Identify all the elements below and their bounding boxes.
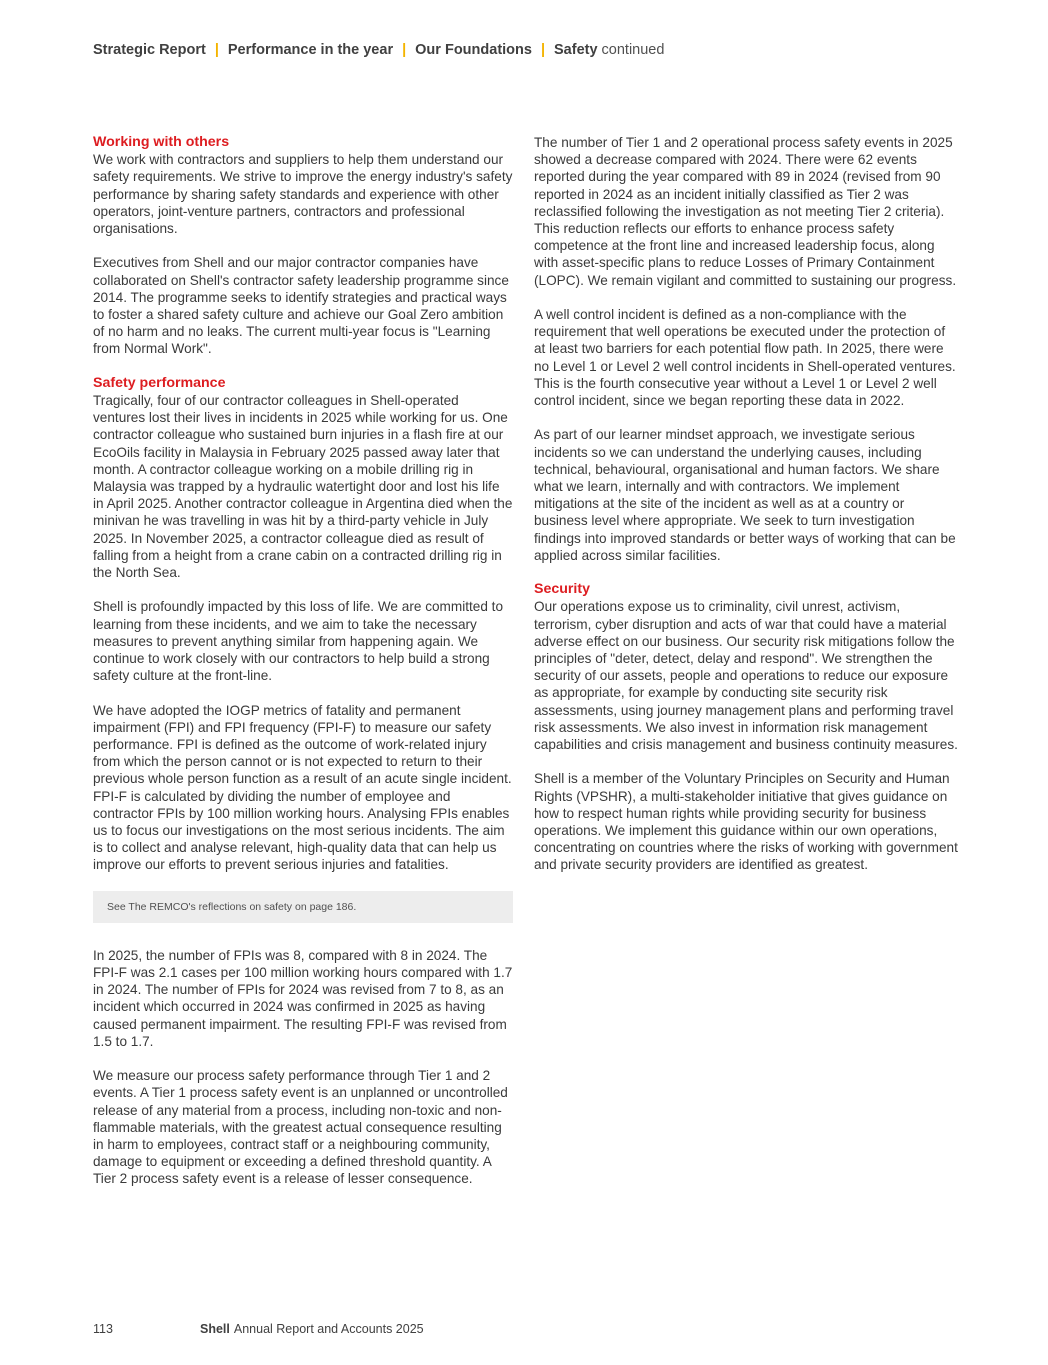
breadcrumb: [93, 42, 664, 58]
breadcrumb-continued: continued: [601, 42, 665, 58]
footer-brand: Shell: [200, 1322, 230, 1336]
working-with-others-paragraph-2: Executives from Shell and our major contractor companies have collaborated on Shell's contractor safety leadership programme since 2014. The programme seeks to identify strategies and practical ways to foster a shared safety culture and achieve our Goal Zero ambition of no harm and no leaks. The current multi-year focus is "Learning from Normal Work".: [93, 255, 509, 357]
working-with-others-heading: Working with others: [93, 134, 230, 150]
safety-performance-heading: Safety performance: [93, 374, 226, 391]
tier-events-paragraph-1: The number of Tier 1 and 2 operational process safety events in 2025 showed a decrease compared with 2024. There were 62 events reported during the year compared with 89 in 2024 (revised from 90 reported in 2024 as an incident initially classified as Tier 2 was reclassified following the investigation as not meeting Tier 2 criteria). This reduction reflects our efforts to enhance process safety competence at the front line and increased leadership focus, along with asset-specific plans to reduce Losses of Primary Containment (LOPC). We remain vigilant and committed to sustaining our progress.: [534, 135, 957, 288]
page-footer: [93, 1322, 424, 1336]
breadcrumb-separator: |: [402, 42, 407, 58]
breadcrumb-strategic-report[interactable]: Strategic Report: [93, 42, 206, 58]
safety-performance-paragraph-2: Shell is profoundly impacted by this loss of life. We are committed to learning from these incidents, and we aim to take the necessary measures to prevent anything similar from happening again. We continue to work closely with our contractors to help build a strong safety culture at the front-line.: [93, 599, 504, 684]
footer-report-title: Annual Report and Accounts 2025: [233, 1322, 424, 1336]
working-with-others-paragraph-1: We work with contractors and suppliers to help them understand our safety requirements. We strive to improve the energy industry's safety performance by sharing safety standards and experience with other operators, joint-venture partners, contractors and professional organisations.: [93, 152, 513, 237]
right-column: [534, 134, 958, 891]
safety-performance-paragraph-3: We have adopted the IOGP metrics of fatality and permanent impairment (FPI) and FPI frequency (FPI-F) to measure our safety performance. FPI is defined as the outcome of work-related injury from which the person cannot or is not expected to return to their previous whole person function as a result of an acute single incident. FPI-F is calculated by dividing the number of employee and contractor FPIs by 100 million working hours. Analysing FPIs enables us to focus our investigations on the most serious incidents. The aim is to collect and analyse relevant, high-quality data that can help us improve our efforts to prevent serious injuries and fatalities.: [93, 702, 512, 873]
left-column: [93, 134, 513, 1205]
security-heading: Security: [534, 581, 590, 598]
investigation-paragraph: As part of our learner mindset approach, we investigate serious incidents so we can understand the underlying causes, including technical, behavioural, organisational and human factors. We share what we learn, internally and with contractors. We implement mitigations at the site of the incident as well as at a country or business level where appropriate. We seek to turn investigation findings into improved standards or better ways of working that can be applied across similar facilities.: [534, 427, 956, 563]
breadcrumb-separator: |: [540, 42, 546, 58]
security-paragraph-1: Our operations expose us to criminality, civil unrest, activism, terrorism, cyber disruption and acts of war that could have a material adverse effect on our business. Our security risk mitigations follow the principles of "deter, detect, delay and respond". We strengthen the security of our assets, people and operations to reduce our exposure as appropriate, for example by conducting site security risk assessments, using journey management plans and performing travel risk assessments. We also invest in information risk management capabilities and crisis management and business continuity measures.: [534, 599, 958, 753]
breadcrumb-separator: |: [214, 42, 219, 58]
fpi-paragraph-2: We measure our process safety performance through Tier 1 and 2 events. A Tier 1 process safety event is an unplanned or uncontrolled release of any material from a process, including non-toxic and non-flammable materials, with the greatest actual consequence resulting in harm to employees, contract staff or a neighbouring community, damage to equipment or exceeding a defined threshold quantity. A Tier 2 process safety event is a release of lesser consequence.: [93, 1068, 508, 1187]
breadcrumb-our-foundations[interactable]: Our Foundations: [415, 42, 532, 58]
page-number: 113: [93, 1322, 113, 1336]
fpi-paragraph-1: In 2025, the number of FPIs was 8, compared with 8 in 2024. The FPI-F was 2.1 cases per 100 million working hours compared with 1.7 in 2024. The number of FPIs for 2024 was revised from 7 to 8, as an incident which occurred in 2024 was confirmed in 2025 as having caused permanent impairment. The resulting FPI-F was revised from 1.5 to 1.7.: [93, 947, 513, 1049]
breadcrumb-safety[interactable]: Safety: [554, 42, 598, 58]
remco-reference-note[interactable]: See The REMCO's reflections on safety on page 186.: [93, 891, 513, 923]
security-paragraph-2: Shell is a member of the Voluntary Principles on Security and Human Rights (VPSHR), a multi-stakeholder initiative that gives guidance on how to respect human rights while providing security for business operations. We implement this guidance within our own operations, concentrating on countries where the risks of working with government and private security providers are identified as greatest.: [534, 771, 958, 873]
safety-performance-paragraph-1: Tragically, four of our contractor colleagues in Shell-operated ventures lost their lives in incidents in 2025 while working for us. One contractor colleague who sustained burn injuries in a flash fire at our EcoOils facility in Malaysia in February 2025 passed away later that month. A contractor colleague working on a mobile drilling rig in Malaysia was trapped by a hydraulic watertight door and lost his life in April 2025. Another contractor colleague in Argentina died when the minivan he was travelling in was hit by a third-party vehicle in July 2025. In November 2025, a contractor colleague died as result of falling from a height from a crane cabin on a contracted drilling rig in the North Sea.: [93, 393, 513, 581]
breadcrumb-performance-in-the-year[interactable]: Performance in the year: [227, 42, 394, 58]
well-control-paragraph: A well control incident is defined as a non-compliance with the requirement that well operations be executed under the protection of at least two barriers for each potential flow path. In 2025, there were no Level 1 or Level 2 well control incidents in Shell-operated ventures. This is the fourth consecutive year without a Level 1 or Level 2 well control incident, since we began reporting these data in 2022.: [534, 307, 956, 409]
